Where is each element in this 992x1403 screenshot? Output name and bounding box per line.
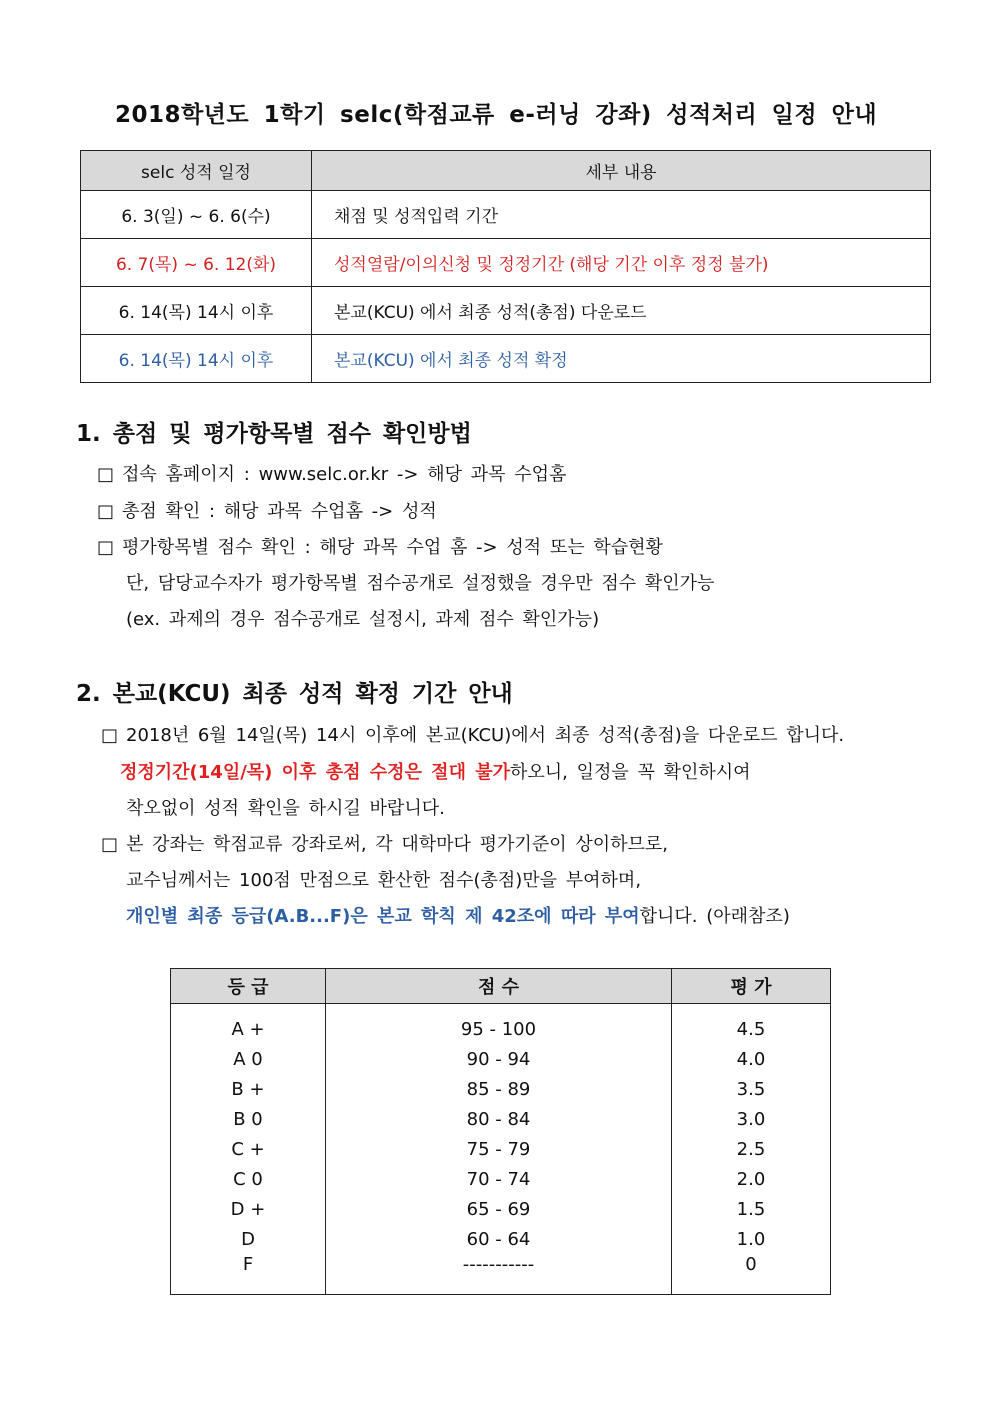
schedule-row — [81, 287, 931, 335]
point-cell: 0 — [672, 1254, 831, 1295]
score-cell: 65 - 69 — [326, 1194, 672, 1224]
section2-paragraph: 교수님께서는 100점 만점으로 환산한 점수(총점)만을 부여하며, — [126, 870, 642, 891]
score-cell: ----------- — [326, 1254, 672, 1295]
point-cell: 2.5 — [672, 1134, 831, 1164]
grade-row — [171, 1164, 831, 1194]
schedule-date: 6. 14(목) 14시 이후 — [81, 287, 312, 335]
section2-paragraph: 본 강좌는 학점교류 강좌로써, 각 대학마다 평가기준이 상이하므로, — [126, 834, 668, 855]
schedule-detail: 본교(KCU) 에서 최종 성적 확정 — [312, 335, 931, 383]
point-cell: 1.5 — [672, 1194, 831, 1224]
section1-item-text: 평가항목별 점수 확인 : 해당 과목 수업 홈 -> 성적 또는 학습현황 — [122, 537, 663, 558]
score-cell: 70 - 74 — [326, 1164, 672, 1194]
schedule-table — [80, 150, 931, 383]
section1-heading: 1. 총점 및 평가항목별 점수 확인방법 — [76, 421, 472, 447]
grade-row — [171, 1254, 831, 1295]
section1-item — [97, 497, 437, 523]
section1-note: 단, 담당교수자가 평가항목별 점수공개로 설정했을 경우만 점수 확인가능 — [126, 573, 715, 594]
section2-item — [101, 830, 668, 856]
section1-example-note: (ex. 과제의 경우 점수공개로 설정시, 과제 점수 확인가능) — [126, 609, 600, 630]
schedule-detail: 성적열람/이의신청 및 정정기간 (해당 기간 이후 정정 불가) — [312, 239, 931, 287]
grade-cell: D — [171, 1224, 326, 1254]
section1-item — [97, 533, 663, 559]
grade-cell: C + — [171, 1134, 326, 1164]
grade-row — [171, 1074, 831, 1104]
correction-deadline-warning: 정정기간(14일/목) 이후 총점 수정은 절대 불가 — [120, 762, 511, 783]
section2-paragraph: 2018년 6월 14일(목) 14시 이후에 본교(KCU)에서 최종 성적(총점)을 다운로드 합니다. — [126, 725, 845, 746]
score-cell: 80 - 84 — [326, 1104, 672, 1134]
section1-item-text: 총점 확인 : 해당 과목 수업홈 -> 성적 — [122, 501, 437, 522]
point-header: 평 가 — [672, 969, 831, 1004]
point-cell: 1.0 — [672, 1224, 831, 1254]
point-cell: 2.0 — [672, 1164, 831, 1194]
schedule-row — [81, 335, 931, 383]
grade-table — [170, 968, 831, 1295]
grade-cell: A + — [171, 1004, 326, 1045]
checkbox-bullet-icon: □ — [101, 725, 119, 746]
point-cell: 3.0 — [672, 1104, 831, 1134]
document-title: 2018학년도 1학기 selc(학점교류 e-러닝 강좌) 성적처리 일정 안내 — [114, 102, 878, 128]
section1-item — [97, 460, 566, 486]
score-cell: 60 - 64 — [326, 1224, 672, 1254]
grade-cell: B 0 — [171, 1104, 326, 1134]
score-cell: 90 - 94 — [326, 1044, 672, 1074]
schedule-header-row — [81, 151, 931, 191]
section2-heading: 2. 본교(KCU) 최종 성적 확정 기간 안내 — [76, 681, 513, 707]
schedule-date: 6. 3(일) ~ 6. 6(수) — [81, 191, 312, 239]
score-cell: 75 - 79 — [326, 1134, 672, 1164]
score-header: 점 수 — [326, 969, 672, 1004]
section2-text: 합니다. (아래참조) — [639, 906, 790, 927]
schedule-detail: 채점 및 성적입력 기간 — [312, 191, 931, 239]
grade-cell: A 0 — [171, 1044, 326, 1074]
grade-cell: C 0 — [171, 1164, 326, 1194]
point-cell: 3.5 — [672, 1074, 831, 1104]
schedule-header-detail: 세부 내용 — [312, 151, 931, 191]
grade-header: 등 급 — [171, 969, 326, 1004]
grade-row — [171, 1134, 831, 1164]
grade-cell: F — [171, 1254, 326, 1295]
schedule-row — [81, 191, 931, 239]
checkbox-bullet-icon: □ — [97, 537, 115, 558]
checkbox-bullet-icon: □ — [97, 464, 115, 485]
section1-item-text: 접속 홈페이지 : www.selc.or.kr -> 해당 과목 수업홈 — [122, 464, 567, 485]
grade-cell: D + — [171, 1194, 326, 1224]
point-cell: 4.0 — [672, 1044, 831, 1074]
checkbox-bullet-icon: □ — [97, 501, 115, 522]
score-cell: 95 - 100 — [326, 1004, 672, 1045]
section2-item — [101, 721, 844, 747]
section2-warning-line — [120, 758, 751, 784]
grade-row — [171, 1224, 831, 1254]
score-cell: 85 - 89 — [326, 1074, 672, 1104]
section2-grade-line — [126, 902, 790, 928]
schedule-date: 6. 14(목) 14시 이후 — [81, 335, 312, 383]
point-cell: 4.5 — [672, 1004, 831, 1045]
grade-rule-emphasis: 개인별 최종 등급(A.B...F)은 본교 학칙 제 42조에 따라 부여 — [126, 906, 640, 927]
section2-paragraph: 착오없이 성적 확인을 하시길 바랍니다. — [126, 798, 445, 819]
grade-row — [171, 1194, 831, 1224]
checkbox-bullet-icon: □ — [101, 834, 119, 855]
section2-text: 하오니, 일정을 꼭 확인하시여 — [510, 762, 751, 783]
grade-row — [171, 1004, 831, 1045]
schedule-row — [81, 239, 931, 287]
schedule-date: 6. 7(목) ~ 6. 12(화) — [81, 239, 312, 287]
grade-header-row — [171, 969, 831, 1004]
grade-cell: B + — [171, 1074, 326, 1104]
grade-row — [171, 1044, 831, 1074]
schedule-detail: 본교(KCU) 에서 최종 성적(총점) 다운로드 — [312, 287, 931, 335]
grade-row — [171, 1104, 831, 1134]
schedule-header-date: selc 성적 일정 — [81, 151, 312, 191]
